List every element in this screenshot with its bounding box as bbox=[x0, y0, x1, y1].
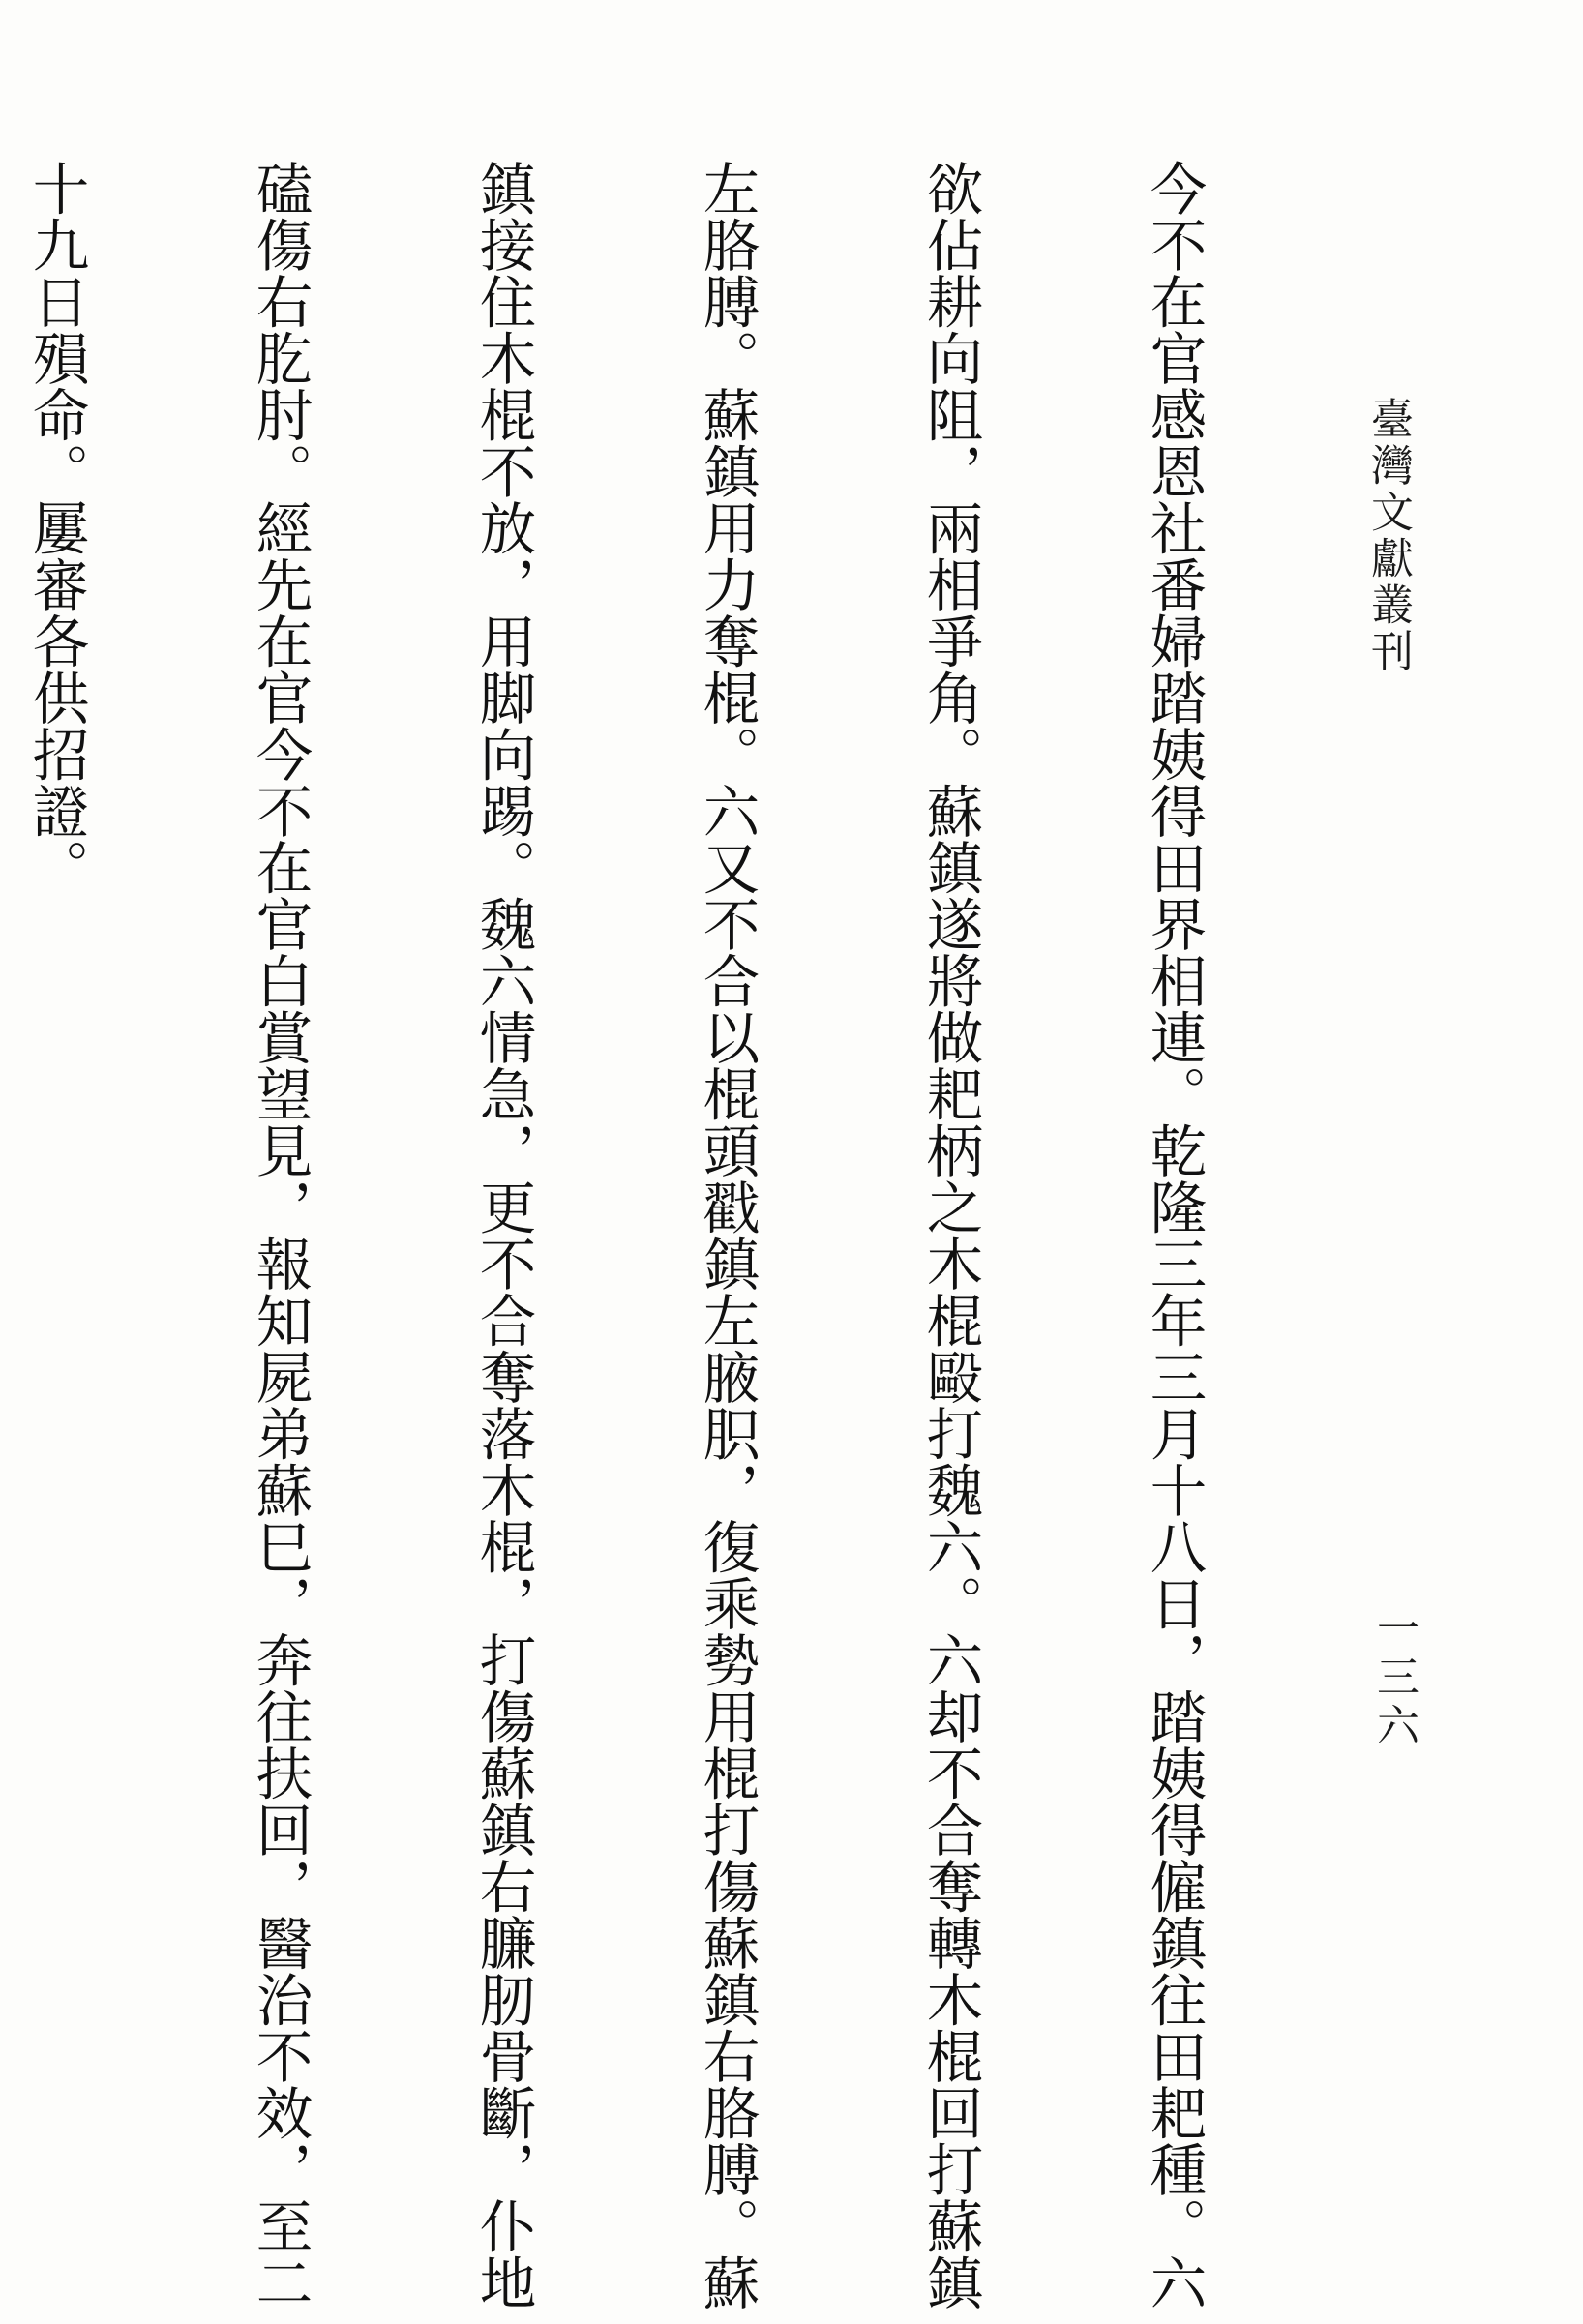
page-number: 一三六 bbox=[1369, 1606, 1419, 1751]
body-text-block bbox=[23, 160, 1359, 2310]
text-line: 欲佔耕向阻，兩相爭角。蘇鎮遂將做耙柄之木棍毆打魏六。六却不合奪轉木棍回打蘇鎮 bbox=[917, 160, 983, 2310]
text-line: 十九日殞命。屢審各供招證。 bbox=[23, 160, 89, 896]
text-line: 磕傷右肐肘。經先在官今不在官白賞望見，報知屍弟蘇巳，奔往扶回，醫治不效，至二 bbox=[247, 160, 313, 2310]
text-line: 今不在官感恩社番婦踏姨得田界相連。乾隆三年三月十八日，踏姨得僱鎮往田耙種。六 bbox=[1141, 160, 1207, 2310]
text-line: 左胳膊。蘇鎮用力奪棍。六又不合以棍頭戳鎮左腋胑，復乘勢用棍打傷蘇鎮右胳膊。蘇 bbox=[694, 160, 760, 2310]
book-title-header: 臺灣文獻叢刊 bbox=[1363, 397, 1413, 675]
text-line: 鎮接住木棍不放，用脚向踢。魏六情急，更不合奪落木棍，打傷蘇鎮右臁肕骨斷，仆地 bbox=[470, 160, 536, 2310]
